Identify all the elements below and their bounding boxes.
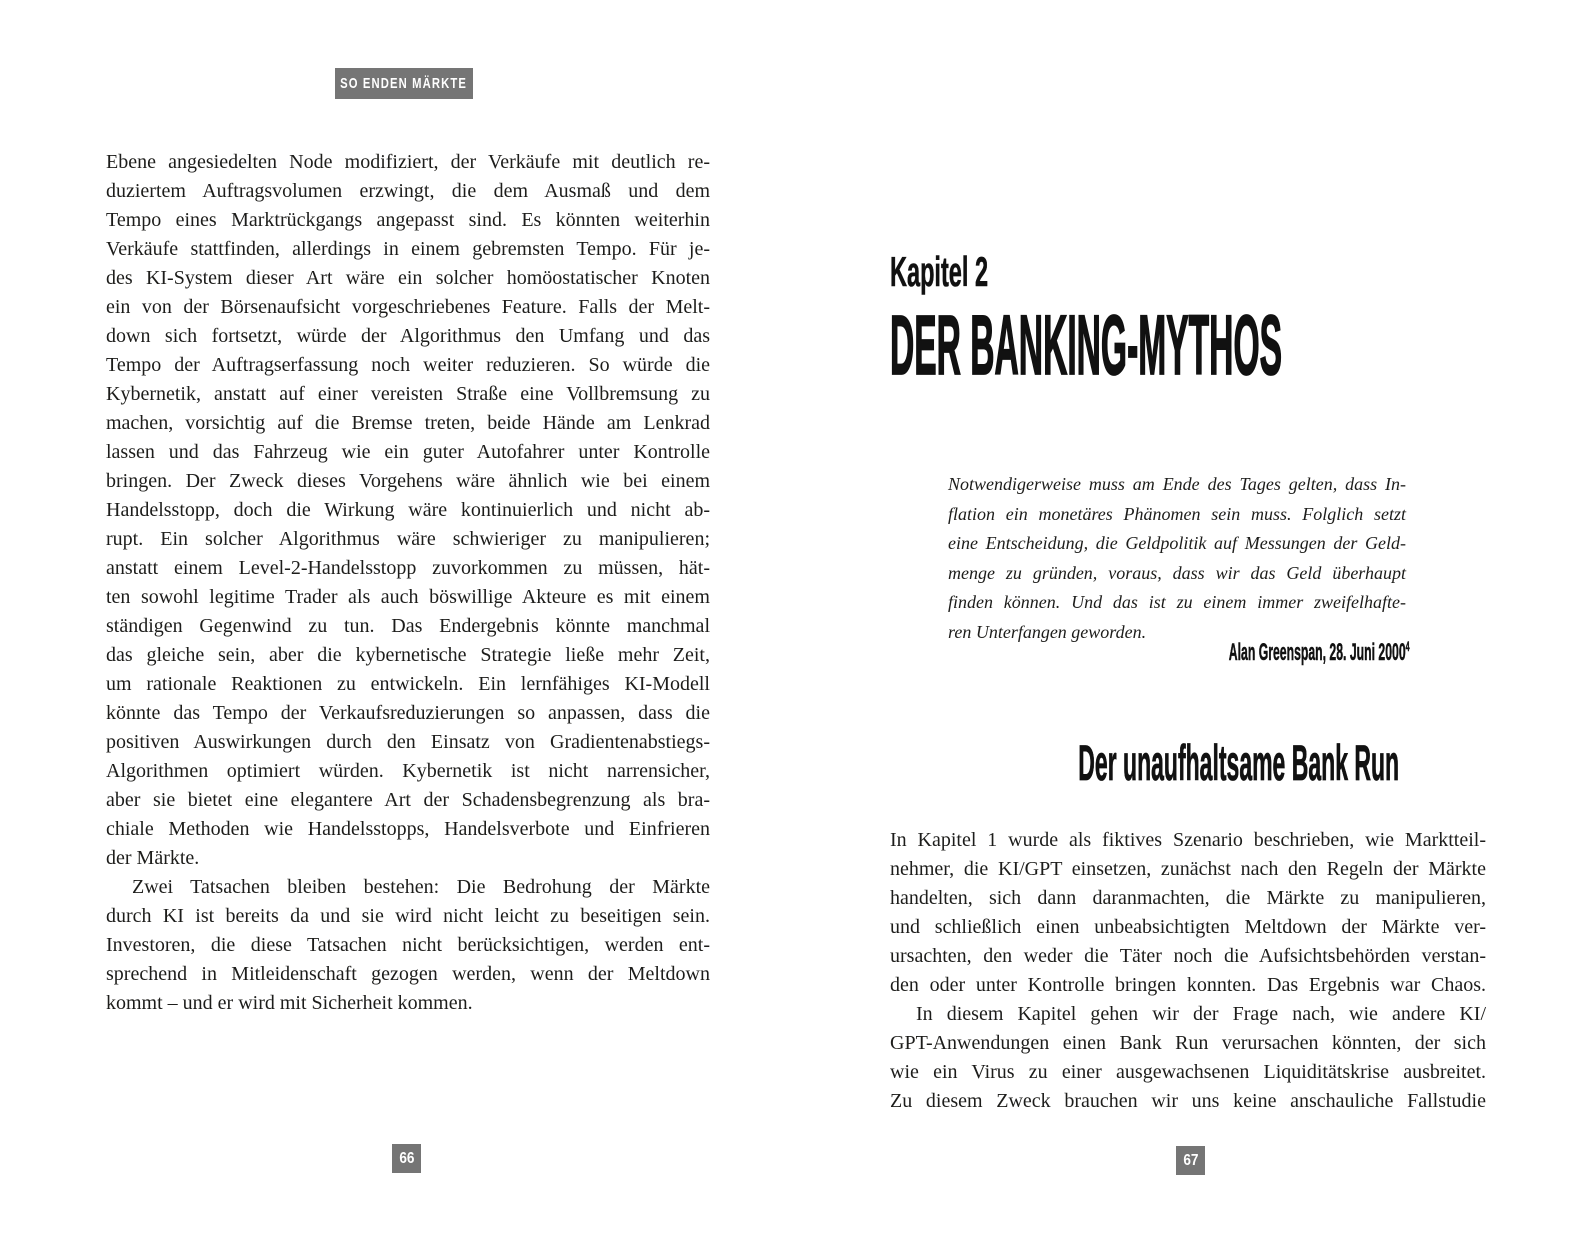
text-line: Algorithmen optimiert würden. Kybernetik ist nicht narrensicher, (106, 760, 710, 782)
text-line: Notwendigerweise muss am Ende des Tages gelten, dass In- (948, 474, 1406, 494)
page-number-left (392, 1144, 421, 1173)
quote-attribution (1229, 638, 1410, 666)
text-line: duziertem Auftragsvolumen erzwingt, die dem Ausmaß und dem (106, 180, 710, 202)
paragraph (106, 873, 710, 1018)
text-line: positiven Auswirkungen durch den Einsatz von Gradientenabstiegs- (106, 731, 710, 753)
paragraph (890, 826, 1486, 1000)
running-header (335, 68, 473, 99)
text-line: ten sowohl legitime Trader als auch böswillige Akteure es mit einem (106, 586, 710, 608)
text-line: ein von der Börsenaufsicht vorgeschriebenes Feature. Falls der Melt- (106, 296, 710, 318)
text-line: handelten, sich dann daranmachten, die Märkte zu manipulieren, (890, 887, 1486, 909)
text-line: Zwei Tatsachen bleiben bestehen: Die Bedrohung der Märkte (132, 876, 710, 898)
text-line: aber sie bietet eine elegantere Art der Schadensbegrenzung als bra- (106, 789, 710, 811)
left-body-text (106, 148, 710, 1018)
page-number-left-label: 66 (398, 1149, 415, 1167)
text-line: bringen. Der Zweck dieses Vorgehens wäre ähnlich wie bei einem (106, 470, 710, 492)
text-line: eine Entscheidung, die Geldpolitik auf Messungen der Geld- (948, 533, 1406, 553)
footnote-reference: 4 (1406, 638, 1410, 654)
text-line: Ebene angesiedelten Node modifiziert, der Verkäufe mit deutlich re- (106, 151, 710, 173)
text-line: sprechend in Mitleidenschaft gezogen werden, wenn der Meltdown (106, 963, 710, 985)
page-number-right (1176, 1146, 1205, 1175)
text-line: GPT-Anwendungen einen Bank Run verursachen könnten, der sich (890, 1032, 1486, 1054)
text-line: Investoren, die diese Tatsachen nicht berücksichtigen, werden ent- (106, 934, 710, 956)
quote-attribution-text: Alan Greenspan, 28. Juni 2000 (1229, 639, 1407, 666)
text-line: des KI-System dieser Art wäre ein solcher homöostatischer Knoten (106, 267, 710, 289)
text-line: Zu diesem Zweck brauchen wir uns keine anschauliche Fallstudie (890, 1090, 1486, 1112)
paragraph (890, 1000, 1486, 1116)
running-header-label: SO ENDEN MÄRKTE (340, 75, 468, 92)
text-line: Tempo eines Marktrückgangs angepasst sind. Es könnten weiterhin (106, 209, 710, 231)
text-line: flation ein monetäres Phänomen sein muss. Folglich setzt (948, 503, 1406, 524)
chapter-title: DER BANKING-MYTHOS (890, 298, 1282, 392)
text-line: der Märkte. (106, 847, 200, 869)
text-line: In diesem Kapitel gehen wir der Frage nach, wie andere KI/ (916, 1003, 1486, 1025)
section-heading-wrap (890, 735, 1486, 791)
text-line: Verkäufe stattfinden, allerdings in einem gebremsten Tempo. Für je- (106, 238, 710, 260)
text-line: down sich fortsetzt, würde der Algorithmus den Umfang und das (106, 325, 710, 347)
text-line: rupt. Ein solcher Algorithmus wäre schwieriger zu manipulieren; (106, 528, 710, 550)
text-line: ren Unterfangen geworden. (948, 621, 1147, 642)
quote-attribution-wrap (948, 638, 1410, 666)
text-line: lassen und das Fahrzeug wie ein guter Autofahrer unter Kontrolle (106, 441, 710, 463)
text-line: Handelsstopp, doch die Wirkung wäre kontinuierlich und nicht ab- (106, 499, 710, 521)
text-line: den oder unter Kontrolle bringen konnten. Das Ergebnis war Chaos. (890, 974, 1486, 996)
text-line: und schließlich einen unbeabsichtigten Meltdown der Märkte ver- (890, 916, 1486, 938)
text-line: könnte das Tempo der Verkaufsreduzierungen so anpassen, dass die (106, 702, 710, 724)
right-page (797, 0, 1594, 1240)
text-line: machen, vorsichtig auf die Bremse treten, beide Hände am Lenkrad (106, 412, 710, 434)
text-line: wie ein Virus zu einer ausgewachsenen Liquiditätskrise ausbreitet. (890, 1061, 1486, 1083)
text-line: kommt – und er wird mit Sicherheit kommen. (106, 992, 473, 1014)
text-line: ursachten, den weder die Täter noch die Aufsichtsbehörden verstan- (890, 945, 1486, 967)
section-heading: Der unaufhaltsame Bank Run (1078, 735, 1400, 791)
text-line: menge zu gründen, voraus, dass wir das Geld überhaupt (948, 562, 1406, 583)
epigraph-quote (948, 470, 1406, 647)
text-line: finden können. Und das ist zu einem immer zweifelhafte- (948, 592, 1406, 612)
text-line: chiale Methoden wie Handelsstopps, Handelsverbote und Einfrieren (106, 818, 710, 840)
text-line: In Kapitel 1 wurde als fiktives Szenario beschrieben, wie Marktteil- (890, 829, 1486, 851)
text-line: ständigen Gegenwind zu tun. Das Endergebnis könnte manchmal (106, 615, 710, 637)
chapter-label: Kapitel 2 (890, 248, 989, 295)
paragraph (106, 148, 710, 873)
text-line: Kybernetik, anstatt auf einer vereisten Straße eine Vollbremsung zu (106, 383, 710, 405)
text-line: durch KI ist bereits da und sie wird nicht leicht zu beseitigen sein. (106, 905, 710, 927)
text-line: nehmer, die KI/GPT einsetzen, zunächst nach den Regeln der Märkte (890, 858, 1486, 880)
right-body-text (890, 826, 1486, 1116)
text-line: anstatt einem Level-2-Handelsstopp zuvorkommen zu müssen, hät- (106, 557, 710, 579)
page-number-right-label: 67 (1182, 1151, 1199, 1169)
text-line: Tempo der Auftragserfassung noch weiter reduzieren. So würde die (106, 354, 710, 376)
text-line: das gleiche sein, aber die kybernetische Strategie ließe mehr Zeit, (106, 644, 710, 666)
paragraph (948, 470, 1406, 647)
text-line: um rationale Reaktionen zu entwickeln. Ein lernfähiges KI-Modell (106, 673, 710, 695)
